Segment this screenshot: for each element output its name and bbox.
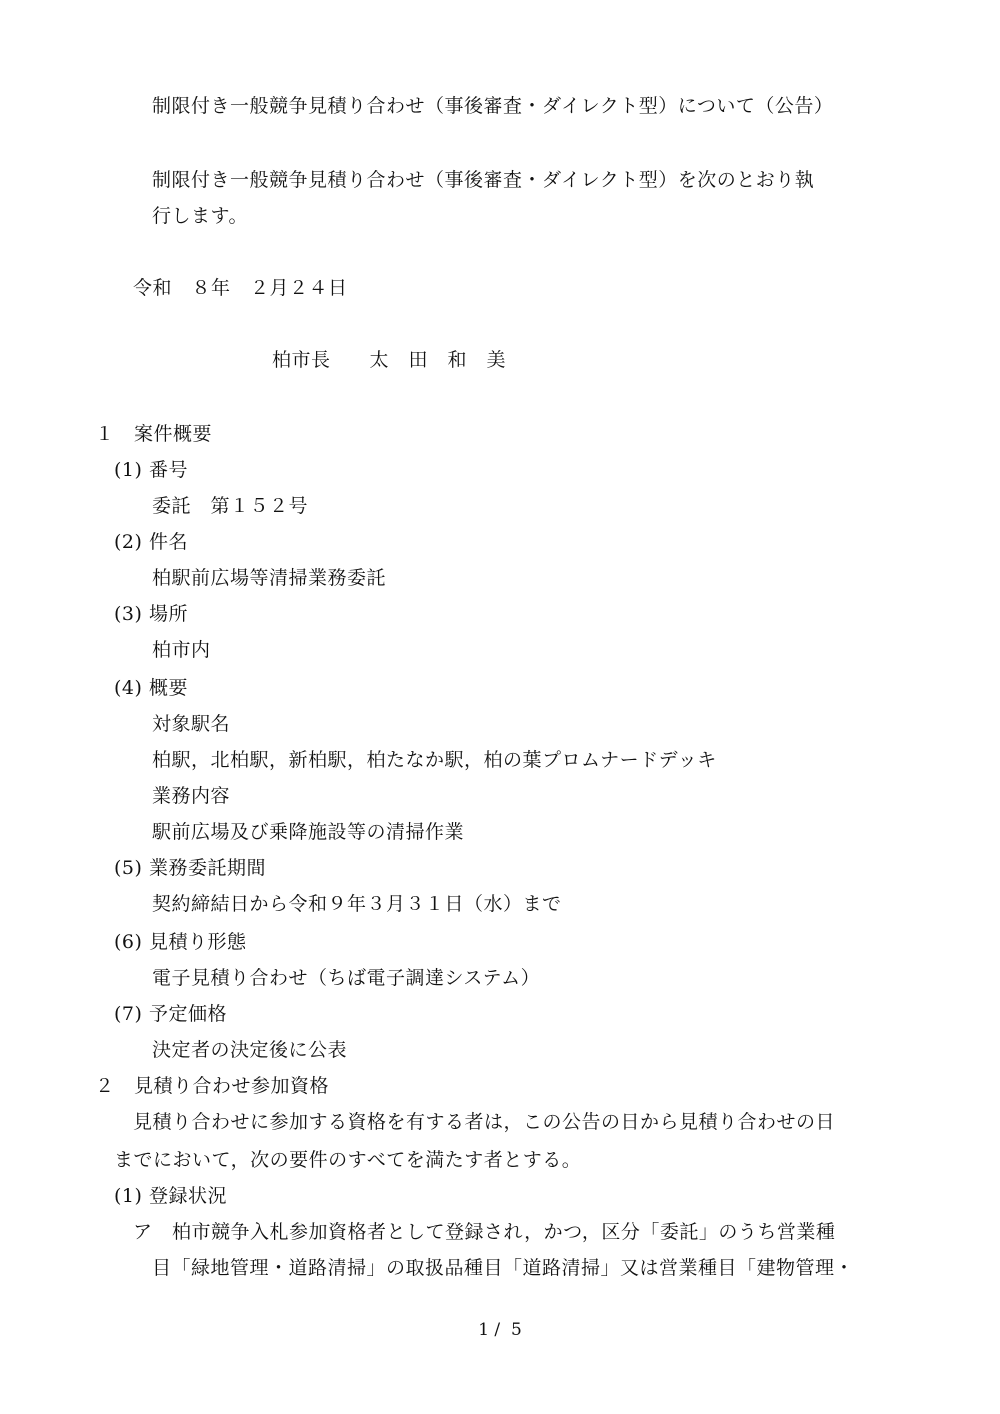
overview-work-label: 業務内容	[152, 785, 231, 807]
page-number: 1 / 5	[478, 1320, 522, 1340]
section-2-paragraph-line-2: までにおいて，次の要件のすべてを満たす者とする。	[114, 1149, 582, 1171]
item-format-label: (6) 見積り形態	[114, 931, 247, 953]
registration-item-a-line-1: ア 柏市競争入札参加資格者として登録され，かつ，区分「委託」のうち営業種	[133, 1221, 836, 1243]
item-format-value: 電子見積り合わせ（ちば電子調達システム）	[152, 967, 541, 989]
overview-stations-value: 柏駅，北柏駅，新柏駅，柏たなか駅，柏の葉プロムナードデッキ	[152, 749, 717, 771]
item-number-value: 委託 第１５２号	[152, 495, 309, 517]
item-number-label: (1) 番号	[114, 459, 188, 481]
item-price-label: (7) 予定価格	[114, 1003, 227, 1025]
item-overview-label: (4) 概要	[114, 677, 188, 699]
document-title: 制限付き一般競争見積り合わせ（事後審査・ダイレクト型）について（公告）	[152, 95, 834, 117]
section-2-paragraph-line-1: 見積り合わせに参加する資格を有する者は，この公告の日から見積り合わせの日	[133, 1111, 836, 1133]
overview-work-value: 駅前広場及び乗降施設等の清掃作業	[152, 821, 465, 843]
item-name-label: (2) 件名	[114, 531, 188, 553]
issuer-name: 柏市長 太 田 和 美	[272, 349, 507, 371]
registration-status-label: (1) 登録状況	[114, 1185, 227, 1207]
item-location-label: (3) 場所	[114, 603, 188, 625]
intro-line-1: 制限付き一般競争見積り合わせ（事後審査・ダイレクト型）を次のとおり執	[152, 169, 815, 191]
item-period-value: 契約締結日から令和９年３月３１日（水）まで	[152, 893, 562, 915]
item-period-label: (5) 業務委託期間	[114, 857, 266, 879]
item-price-value: 決定者の決定後に公表	[152, 1039, 348, 1061]
section-2-heading: ２ 見積り合わせ参加資格	[95, 1075, 330, 1097]
item-name-value: 柏駅前広場等清掃業務委託	[152, 567, 387, 589]
intro-line-2: 行します。	[152, 205, 248, 227]
notice-date: 令和 ８年 ２月２４日	[133, 277, 348, 299]
section-1-heading: １ 案件概要	[95, 423, 213, 445]
item-location-value: 柏市内	[152, 639, 211, 661]
overview-stations-label: 対象駅名	[152, 713, 231, 735]
registration-item-a-line-2: 目「緑地管理・道路清掃」の取扱品種目「道路清掃」又は営業種目「建物管理・	[152, 1257, 855, 1279]
